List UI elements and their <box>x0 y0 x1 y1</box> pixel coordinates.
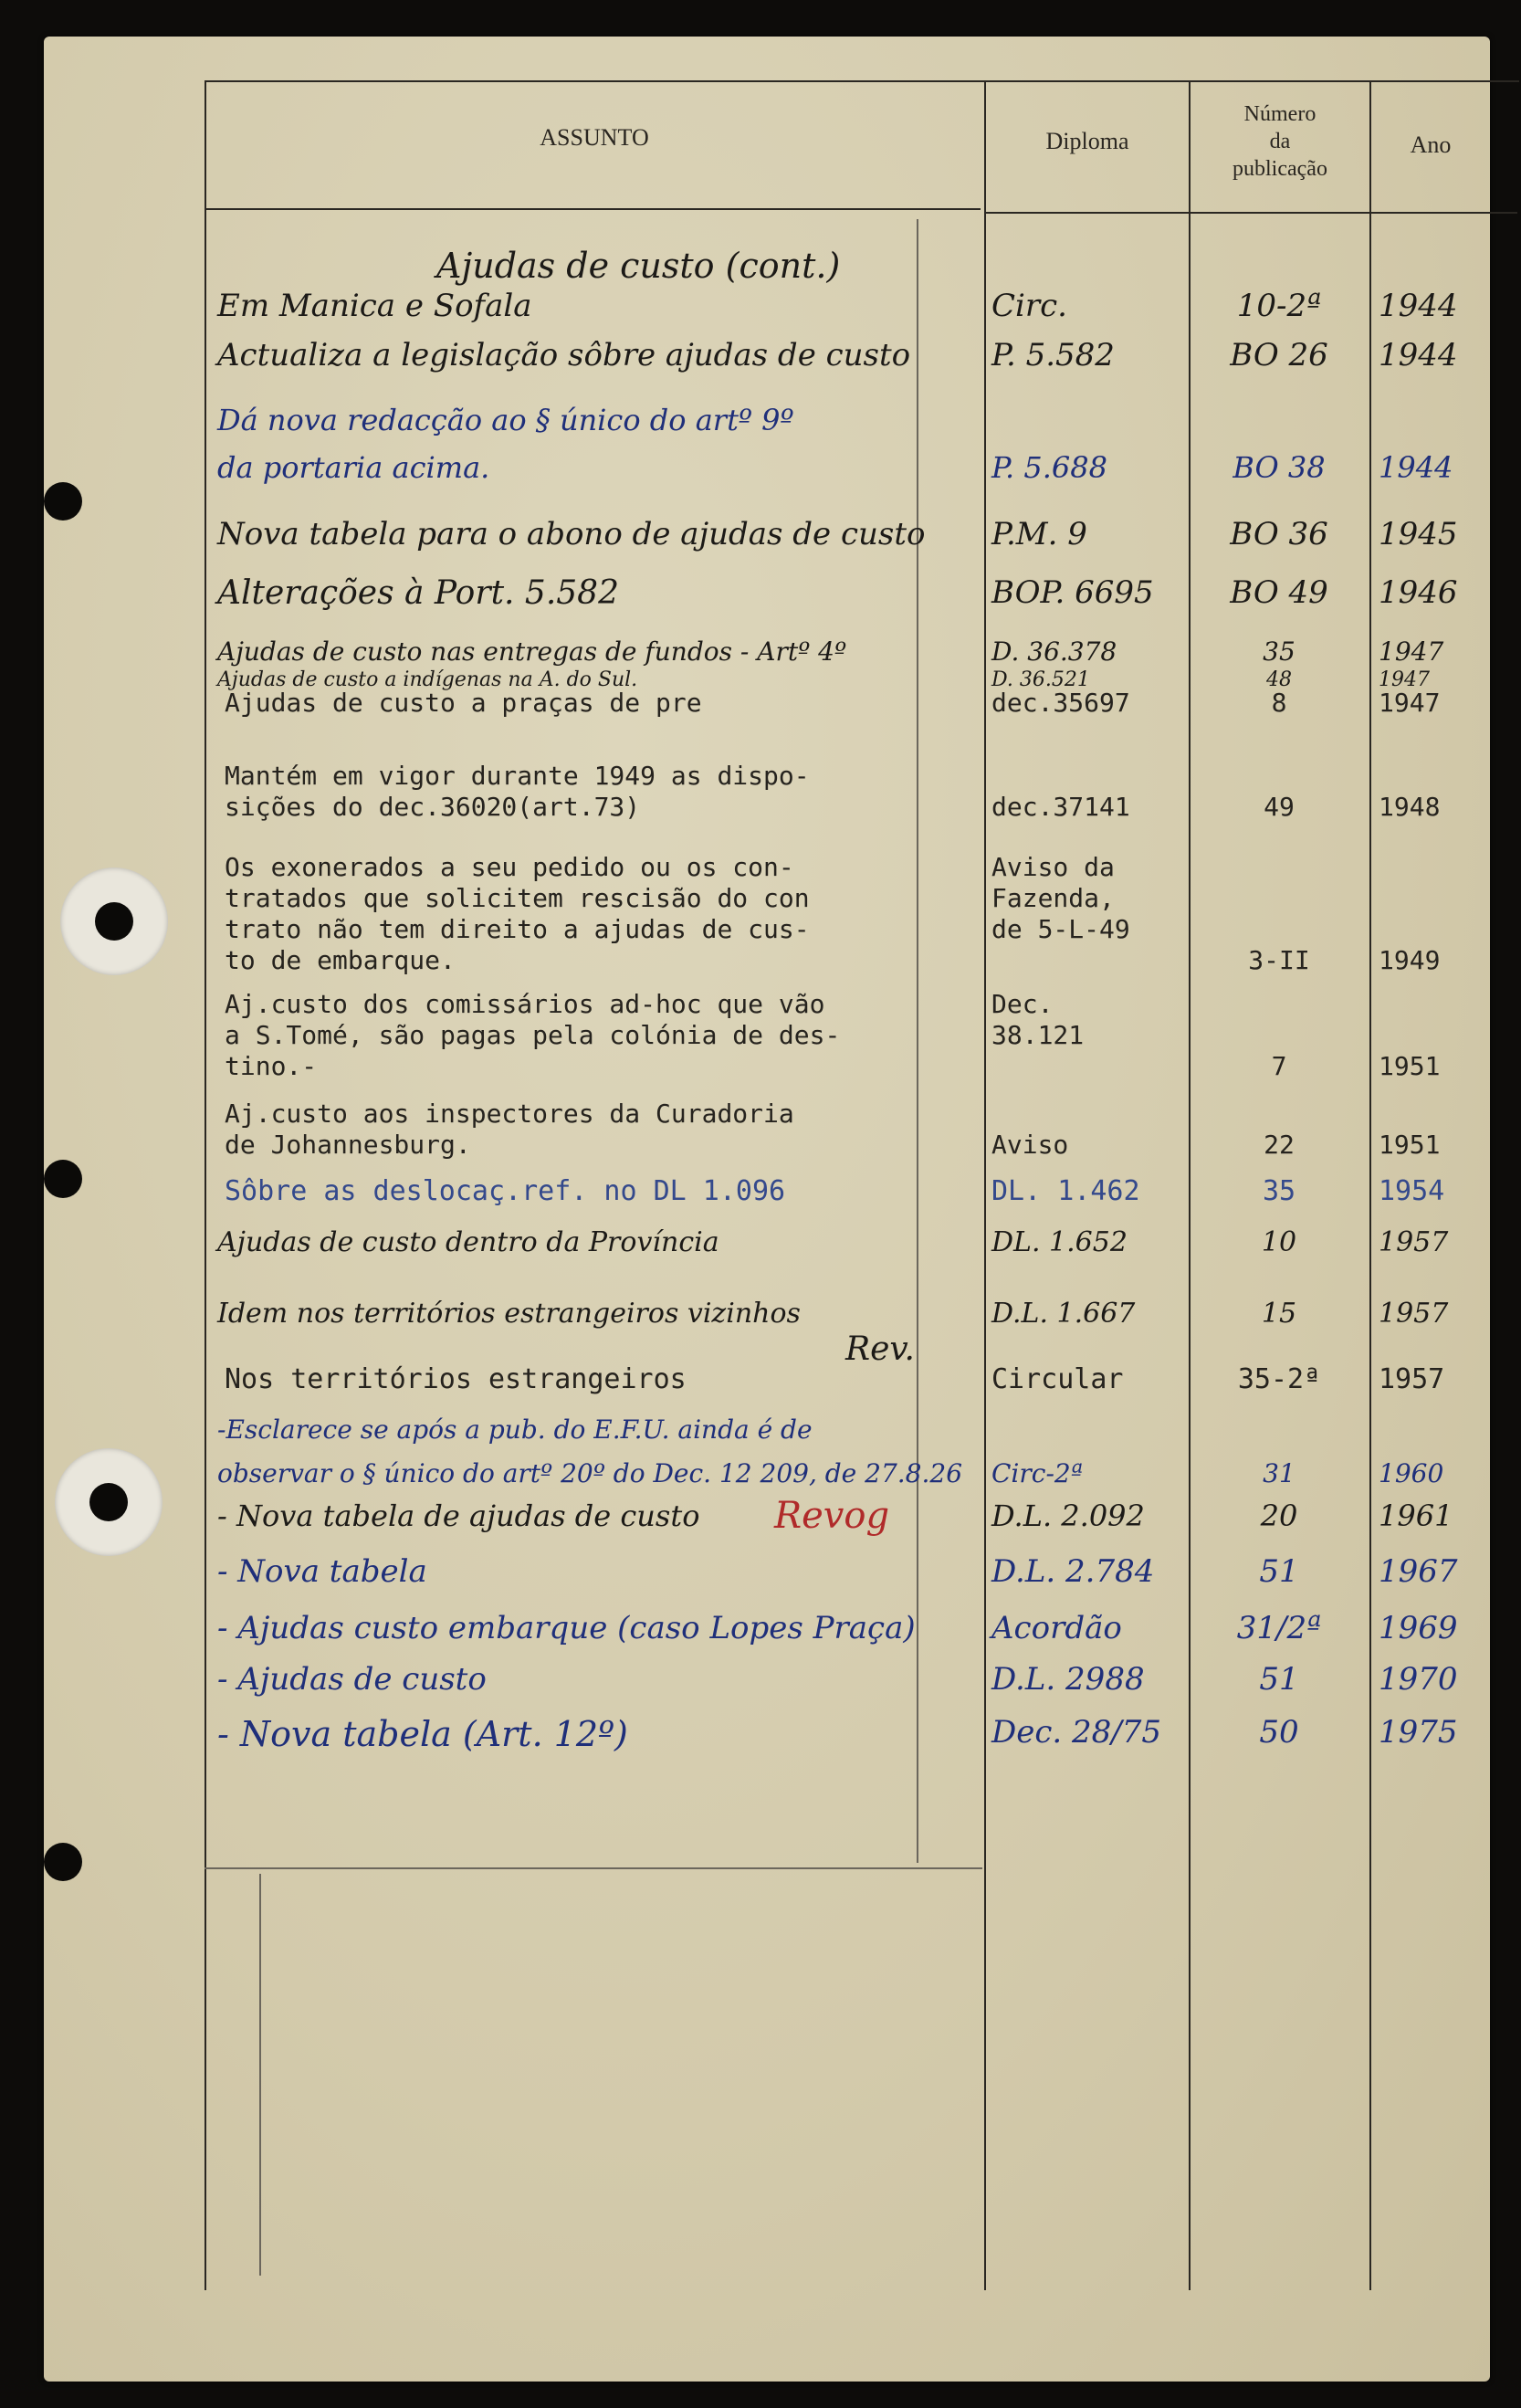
row-8-ano: 1947 <box>1379 688 1441 718</box>
row-6-ano: 1947 <box>1379 636 1444 667</box>
row-12-assunto-line-2: de Johannesburg. <box>225 1130 471 1160</box>
row-3-ano: 1944 <box>1379 450 1453 485</box>
row-12-ano: 1951 <box>1379 1130 1441 1160</box>
row-17-assunto-line-1: -Esclarece se após a pub. do E.F.U. ainda é de <box>217 1414 813 1445</box>
row-20-numero: 31/2ª <box>1236 1610 1322 1646</box>
row-3-numero: BO 38 <box>1233 450 1326 485</box>
row-13-ano: 1954 <box>1379 1175 1445 1207</box>
row-10-assunto-line-1: Os exonerados a seu pedido ou os con- <box>225 852 794 882</box>
row-3-assunto-line-1: Dá nova redacção ao § único do artº 9º <box>217 403 794 437</box>
row-16-ano: 1957 <box>1379 1363 1445 1395</box>
row-5-ano: 1946 <box>1379 574 1458 611</box>
header-ano: Ano <box>1410 131 1452 158</box>
row-17-assunto-line-2: observar o § único do artº 20º do Dec. 12 209, de 27.8.26 <box>217 1458 963 1488</box>
row-3-diploma: P. 5.688 <box>991 450 1107 485</box>
row-10-ano: 1949 <box>1379 945 1441 975</box>
header-top-rule <box>205 80 1519 82</box>
row-10-diploma-line-2: Fazenda, <box>991 883 1115 913</box>
row-15-diploma: D.L. 1.667 <box>991 1298 1136 1330</box>
header-diploma: Diploma <box>1045 128 1129 154</box>
row-14-numero: 10 <box>1261 1226 1297 1258</box>
row-8-assunto-line-1: Ajudas de custo a praças de pre <box>225 688 702 718</box>
assunto-inner-rule <box>917 219 918 1863</box>
row-7-numero: 48 <box>1266 668 1292 691</box>
row-17-diploma: Circ-2ª <box>991 1458 1084 1488</box>
row-12-numero: 22 <box>1264 1130 1295 1160</box>
row-10-numero: 3-II <box>1248 945 1310 975</box>
row-17-numero: 31 <box>1263 1458 1295 1488</box>
row-22-numero: 50 <box>1259 1714 1299 1751</box>
row-4-diploma: P.M. 9 <box>991 516 1087 552</box>
row-6-numero: 35 <box>1263 636 1295 667</box>
rev-annotation: Rev. <box>845 1330 915 1368</box>
row-17-ano: 1960 <box>1379 1458 1444 1488</box>
binder-hole-3 <box>44 1160 82 1198</box>
row-11-assunto-line-1: Aj.custo dos comissários ad-hoc que vão <box>225 989 825 1019</box>
row-15-numero: 15 <box>1261 1298 1297 1330</box>
revog-annotation: Revog <box>774 1495 890 1537</box>
row-12-assunto-line-1: Aj.custo aos inspectores da Curadoria <box>225 1099 794 1129</box>
row-4-numero: BO 36 <box>1230 516 1328 552</box>
row-2-numero: BO 26 <box>1230 337 1328 373</box>
row-9-ano: 1948 <box>1379 792 1441 822</box>
row-1-ano: 1944 <box>1379 288 1458 324</box>
row-10-assunto-line-3: trato não tem direito a ajudas de cus- <box>225 914 810 944</box>
binder-hole-2-reinforced <box>60 868 168 975</box>
row-21-ano: 1970 <box>1379 1661 1458 1698</box>
binder-hole-2 <box>95 902 133 941</box>
row-20-assunto-line-1: - Ajudas custo embarque (caso Lopes Praça) <box>217 1610 916 1646</box>
row-1-diploma: Circ. <box>991 288 1067 324</box>
row-2-diploma: P. 5.582 <box>991 337 1115 373</box>
row-16-assunto-line-1: Nos territórios estrangeiros <box>225 1363 687 1395</box>
row-18-numero: 20 <box>1260 1498 1298 1533</box>
row-15-ano: 1957 <box>1379 1298 1449 1330</box>
row-19-assunto-line-1: - Nova tabela <box>217 1553 427 1590</box>
row-5-diploma: BOP. 6695 <box>991 574 1154 611</box>
row-8-diploma: dec.35697 <box>991 688 1130 718</box>
row-10-assunto-line-4: to de embarque. <box>225 945 456 975</box>
section-title: Ajudas de custo (cont.) <box>436 246 841 286</box>
row-11-diploma-line-1: Dec. <box>991 989 1054 1019</box>
row-11-assunto-line-3: tino.- <box>225 1051 318 1081</box>
document-page <box>44 37 1490 2382</box>
row-13-diploma: DL. 1.462 <box>991 1175 1140 1207</box>
row-14-ano: 1957 <box>1379 1226 1449 1258</box>
row-11-ano: 1951 <box>1379 1051 1441 1081</box>
row-7-assunto-line-1: Ajudas de custo a indígenas na A. do Sul. <box>217 668 638 691</box>
row-3-assunto-line-2: da portaria acima. <box>217 450 490 485</box>
header-bottom-rule-left <box>205 208 981 210</box>
header-numero-line2: da <box>1269 130 1291 153</box>
row-22-assunto-line-1: - Nova tabela (Art. 12º) <box>217 1714 628 1754</box>
diploma-right-rule <box>1189 80 1191 2290</box>
row-22-diploma: Dec. 28/75 <box>991 1714 1162 1751</box>
row-5-numero: BO 49 <box>1230 574 1328 611</box>
row-4-ano: 1945 <box>1379 516 1458 552</box>
binder-hole-4-reinforced <box>55 1448 163 1556</box>
row-21-assunto-line-1: - Ajudas de custo <box>217 1661 487 1698</box>
binder-hole-4 <box>89 1483 128 1521</box>
row-18-ano: 1961 <box>1379 1498 1453 1533</box>
header-numero-line1: Número <box>1243 102 1316 126</box>
header-bottom-rule-right <box>984 212 1517 214</box>
row-11-diploma-line-2: 38.121 <box>991 1020 1085 1050</box>
row-22-ano: 1975 <box>1379 1714 1458 1751</box>
row-14-diploma: DL. 1.652 <box>991 1226 1128 1258</box>
row-12-diploma: Aviso <box>991 1130 1069 1160</box>
row-9-numero: 49 <box>1264 792 1295 822</box>
row-9-diploma: dec.37141 <box>991 792 1130 822</box>
row-19-ano: 1967 <box>1379 1553 1458 1590</box>
row-6-diploma: D. 36.378 <box>991 636 1117 667</box>
row-21-diploma: D.L. 2988 <box>991 1661 1145 1698</box>
row-13-numero: 35 <box>1262 1175 1296 1207</box>
header-numero <box>1191 100 1369 183</box>
row-9-assunto-line-1: Mantém em vigor durante 1949 as dispo- <box>225 761 810 791</box>
row-21-numero: 51 <box>1259 1661 1299 1698</box>
row-19-diploma: D.L. 2.784 <box>991 1553 1155 1590</box>
row-16-numero: 35-2ª <box>1237 1363 1321 1395</box>
row-20-ano: 1969 <box>1379 1610 1458 1646</box>
header-numero-line3: publicação <box>1233 157 1327 181</box>
row-6-assunto-line-1: Ajudas de custo nas entregas de fundos - Artº 4º <box>217 636 847 667</box>
row-2-assunto-line-1: Actualiza a legislação sôbre ajudas de custo <box>217 337 911 373</box>
row-13-assunto-line-1: Sôbre as deslocaç.ref. no DL 1.096 <box>225 1175 786 1207</box>
blank-area-rule <box>259 1874 261 2276</box>
row-5-assunto-line-1: Alterações à Port. 5.582 <box>217 574 619 612</box>
row-7-diploma: D. 36.521 <box>991 668 1090 691</box>
row-8-numero: 8 <box>1271 688 1287 718</box>
row-1-assunto-line-1: Em Manica e Sofala <box>217 288 532 324</box>
row-20-diploma: Acordão <box>991 1610 1122 1646</box>
row-18-assunto-line-1: - Nova tabela de ajudas de custo <box>217 1498 700 1533</box>
row-14-assunto-line-1: Ajudas de custo dentro da Província <box>217 1226 719 1258</box>
row-2-ano: 1944 <box>1379 337 1458 373</box>
row-11-numero: 7 <box>1271 1051 1287 1081</box>
row-7-ano: 1947 <box>1379 668 1430 691</box>
header-assunto: ASSUNTO <box>540 124 649 151</box>
row-15-assunto-line-1: Idem nos territórios estrangeiros vizinhos <box>217 1298 801 1330</box>
row-4-assunto-line-1: Nova tabela para o abono de ajudas de custo <box>217 516 926 552</box>
content-end-rule <box>205 1867 982 1869</box>
binder-hole-1 <box>44 482 82 521</box>
row-10-assunto-line-2: tratados que solicitem rescisão do con <box>225 883 810 913</box>
row-16-diploma: Circular <box>991 1363 1124 1395</box>
row-18-diploma: D.L. 2.092 <box>991 1498 1145 1533</box>
row-10-diploma-line-3: de 5-L-49 <box>991 914 1130 944</box>
row-10-diploma-line-1: Aviso da <box>991 852 1115 882</box>
row-11-assunto-line-2: a S.Tomé, são pagas pela colónia de des- <box>225 1020 841 1050</box>
numero-right-rule <box>1369 80 1371 2290</box>
assunto-right-rule <box>984 80 986 2290</box>
row-9-assunto-line-2: sições do dec.36020(art.73) <box>225 792 641 822</box>
binder-hole-5 <box>44 1843 82 1881</box>
row-1-numero: 10-2ª <box>1236 288 1322 324</box>
row-19-numero: 51 <box>1259 1553 1299 1590</box>
assunto-left-rule <box>205 80 206 2290</box>
